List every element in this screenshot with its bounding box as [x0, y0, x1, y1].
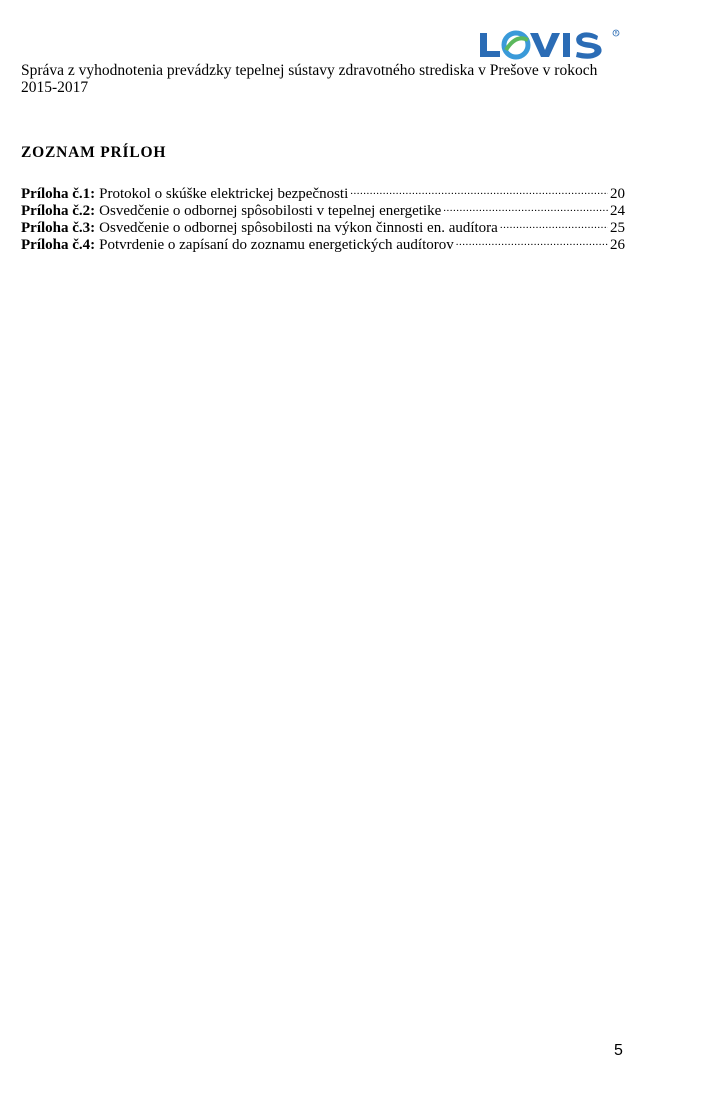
toc-entry-page: 25: [610, 220, 625, 236]
toc-entry-title: Protokol o skúške elektrickej bezpečnosti: [99, 186, 349, 202]
toc-entry-4[interactable]: [21, 237, 625, 254]
toc-entry-page: 26: [610, 237, 625, 253]
toc-entry-label: Príloha č.1:: [21, 186, 96, 202]
toc-entry-label: Príloha č.4:: [21, 237, 96, 253]
toc-entry-page: 20: [610, 186, 625, 202]
toc-entry-page: 24: [610, 203, 625, 219]
attachments-list: [21, 186, 625, 254]
toc-entry-3[interactable]: [21, 220, 625, 237]
document-title-line2: 2015-2017: [21, 79, 89, 96]
toc-dot-leader: [350, 186, 608, 198]
toc-dot-leader: [500, 220, 608, 232]
toc-entry-2[interactable]: [21, 203, 625, 220]
document-header: [21, 62, 631, 96]
toc-entry-label: Príloha č.2:: [21, 203, 96, 219]
toc-entry-1[interactable]: [21, 186, 625, 203]
page-number: 5: [614, 1042, 623, 1059]
toc-entry-label: Príloha č.3:: [21, 220, 96, 236]
attachments-heading: ZOZNAM PRÍLOH: [21, 144, 167, 161]
toc-entry-title: Osvedčenie o odbornej spôsobilosti na výkon činnosti en. audítora: [99, 220, 498, 236]
svg-text:R: R: [614, 31, 618, 37]
lovis-logo: [478, 28, 623, 62]
document-title-line1: Správa z vyhodnotenia prevádzky tepelnej sústavy zdravotného strediska v Prešove v rokoch: [21, 62, 598, 79]
toc-entry-title: Potvrdenie o zapísaní do zoznamu energetických audítorov: [99, 237, 454, 253]
toc-dot-leader: [456, 237, 608, 249]
toc-dot-leader: [443, 203, 608, 215]
toc-entry-title: Osvedčenie o odbornej spôsobilosti v tepelnej energetike: [99, 203, 442, 219]
